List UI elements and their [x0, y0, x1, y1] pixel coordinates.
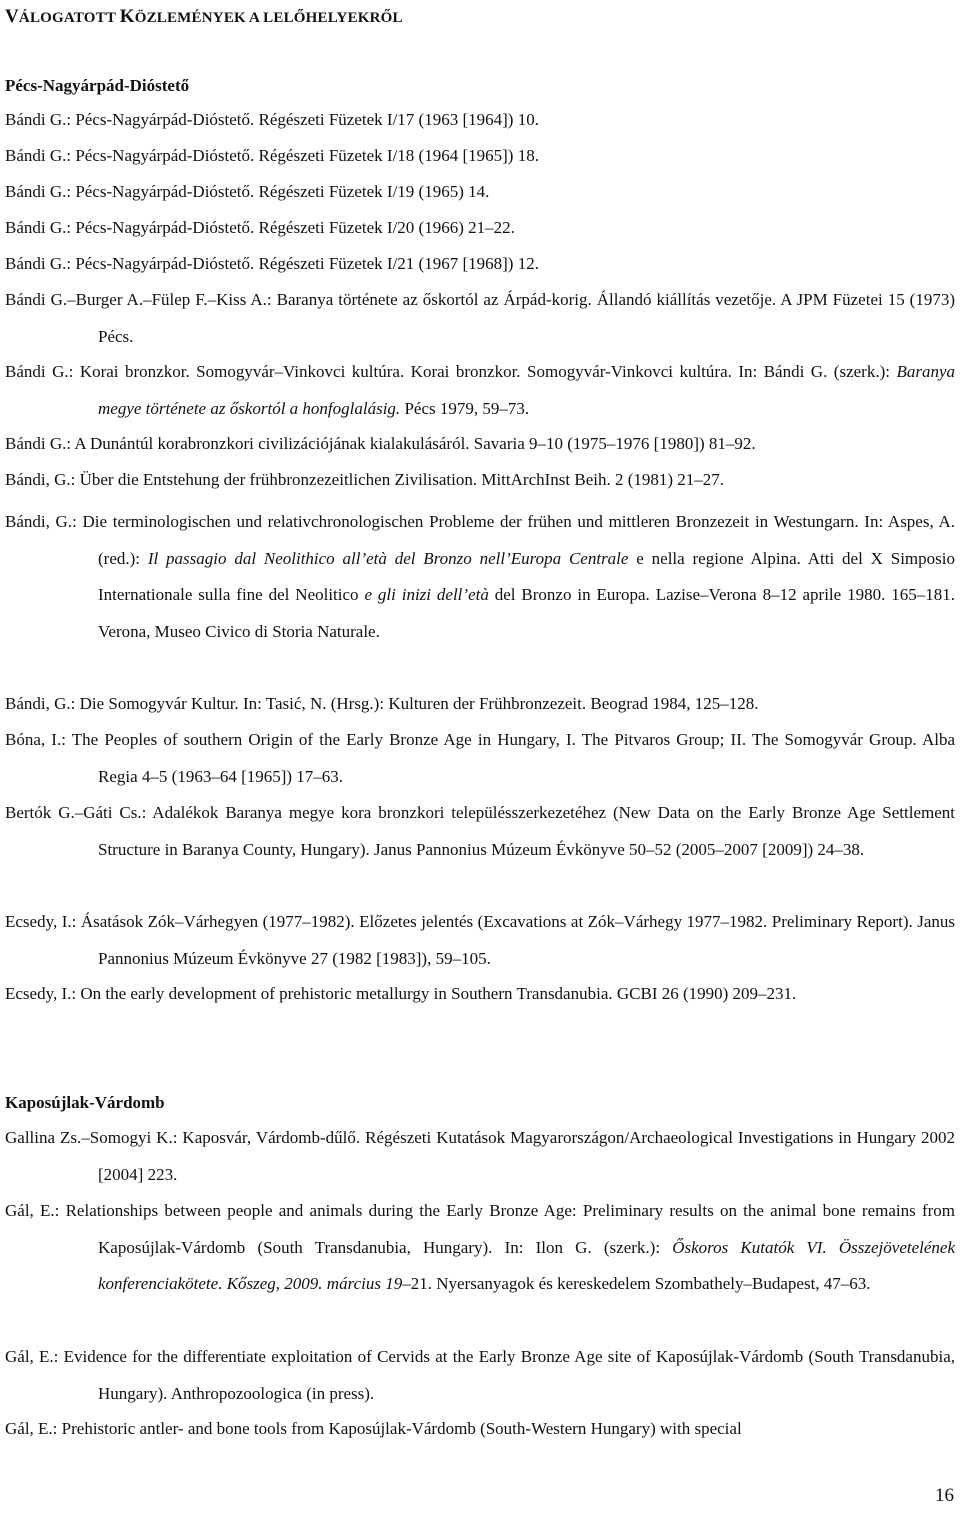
bibliography-entry: Bándi, G.: Die terminologischen und relativchronologischen Probleme der frühen und mittleren Bronzezeit in Westungarn. In: Aspes, A. (red.): Il passagio dal Neolithico all’età del Bronzo nell’Europa Centrale e nella regione Alpina. Atti del X Simposio Internationale sulla fine del Neolitico e gli inizi dell’età del Bronzo in Europa. Lazise–Verona 8–12 aprile 1980. 165–181. Verona, Museo Civico di Storia Naturale.	[5, 512, 955, 641]
bibliography-entry: Bándi G.: Pécs-Nagyárpád-Dióstető. Régészeti Füzetek I/21 (1967 [1968]) 12.	[5, 254, 539, 273]
bibliography-entry: Bándi, G.: Die Somogyvár Kultur. In: Tasić, N. (Hrsg.): Kulturen der Frühbronzezeit. Beograd 1984, 125–128.	[5, 694, 759, 713]
page-number: 16	[935, 1485, 954, 1506]
section-title: Kaposújlak-Várdomb	[5, 1093, 165, 1112]
bibliography-entry: Gál, E.: Evidence for the differentiate exploitation of Cervids at the Early Bronze Age site of Kaposújlak-Várdomb (South Transdanubia, Hungary). Anthropozoologica (in press).	[5, 1347, 955, 1403]
bibliography-entry: Bándi G.: Pécs-Nagyárpád-Dióstető. Régészeti Füzetek I/17 (1963 [1964]) 10.	[5, 110, 539, 129]
bibliography-entry: Bóna, I.: The Peoples of southern Origin of the Early Bronze Age in Hungary, I. The Pitvaros Group; II. The Somogyvár Group. Alba Regia 4–5 (1963–64 [1965]) 17–63.	[5, 730, 955, 786]
bibliography-entry: Bándi G.: Korai bronzkor. Somogyvár–Vinkovci kultúra. Korai bronzkor. Somogyvár-Vinkovci kultúra. In: Bándi G. (szerk.): Baranya megye története az őskortól a honfoglalásig. Pécs 1979, 59–73.	[5, 362, 955, 418]
page-header: VÁLOGATOTT KÖZLEMÉNYEK A LELŐHELYEKRŐL	[5, 6, 403, 27]
bibliography-entry: Bándi G.: Pécs-Nagyárpád-Dióstető. Régészeti Füzetek I/19 (1965) 14.	[5, 182, 490, 201]
bibliography-entry: Bándi G.: Pécs-Nagyárpád-Dióstető. Régészeti Füzetek I/18 (1964 [1965]) 18.	[5, 146, 539, 165]
bibliography-entry: Gallina Zs.–Somogyi K.: Kaposvár, Várdomb-dűlő. Régészeti Kutatások Magyarországon/Archaeological Investigations in Hungary 2002 [2004] 223.	[5, 1128, 955, 1184]
bibliography-entry: Gál, E.: Prehistoric antler- and bone tools from Kaposújlak-Várdomb (South-Western Hungary) with special	[5, 1419, 742, 1438]
section-title: Pécs-Nagyárpád-Dióstető	[5, 76, 190, 95]
bibliography-entry: Bertók G.–Gáti Cs.: Adalékok Baranya megye kora bronzkori településszerkezetéhez (New Data on the Early Bronze Age Settlement Structure in Baranya County, Hungary). Janus Pannonius Múzeum Évkönyve 50–52 (2005–2007 [2009]) 24–38.	[5, 803, 955, 859]
bibliography-entry: Bándi G.: A Dunántúl korabronzkori civilizációjának kialakulásáról. Savaria 9–10 (1975–1976 [1980]) 81–92.	[5, 434, 756, 453]
bibliography-entry: Ecsedy, I.: On the early development of prehistoric metallurgy in Southern Transdanubia. GCBI 26 (1990) 209–231.	[5, 984, 797, 1003]
bibliography-entry: Bándi, G.: Über die Entstehung der frühbronzezeitlichen Zivilisation. MittArchInst Beih. 2 (1981) 21–27.	[5, 470, 725, 489]
bibliography-entry: Bándi G.: Pécs-Nagyárpád-Dióstető. Régészeti Füzetek I/20 (1966) 21–22.	[5, 218, 515, 237]
bibliography-entry: Ecsedy, I.: Ásatások Zók–Várhegyen (1977–1982). Előzetes jelentés (Excavations at Zók–Várhegy 1977–1982. Preliminary Report). Janus Pannonius Múzeum Évkönyve 27 (1982 [1983]), 59–105.	[5, 912, 955, 968]
bibliography-entry: Bándi G.–Burger A.–Fülep F.–Kiss A.: Baranya története az őskortól az Árpád-korig. Állandó kiállítás vezetője. A JPM Füzetei 15 (1973) Pécs.	[5, 290, 955, 346]
bibliography-entry: Gál, E.: Relationships between people and animals during the Early Bronze Age: Preliminary results on the animal bone remains from Kaposújlak-Várdomb (South Transdanubia, Hungary). In: Ilon G. (szerk.): Őskoros Kutatók VI. Összejövetelének konferenciakötete. Kőszeg, 2009. március 19–21. Nyersanyagok és kereskedelem Szombathely–Budapest, 47–63.	[5, 1201, 956, 1293]
